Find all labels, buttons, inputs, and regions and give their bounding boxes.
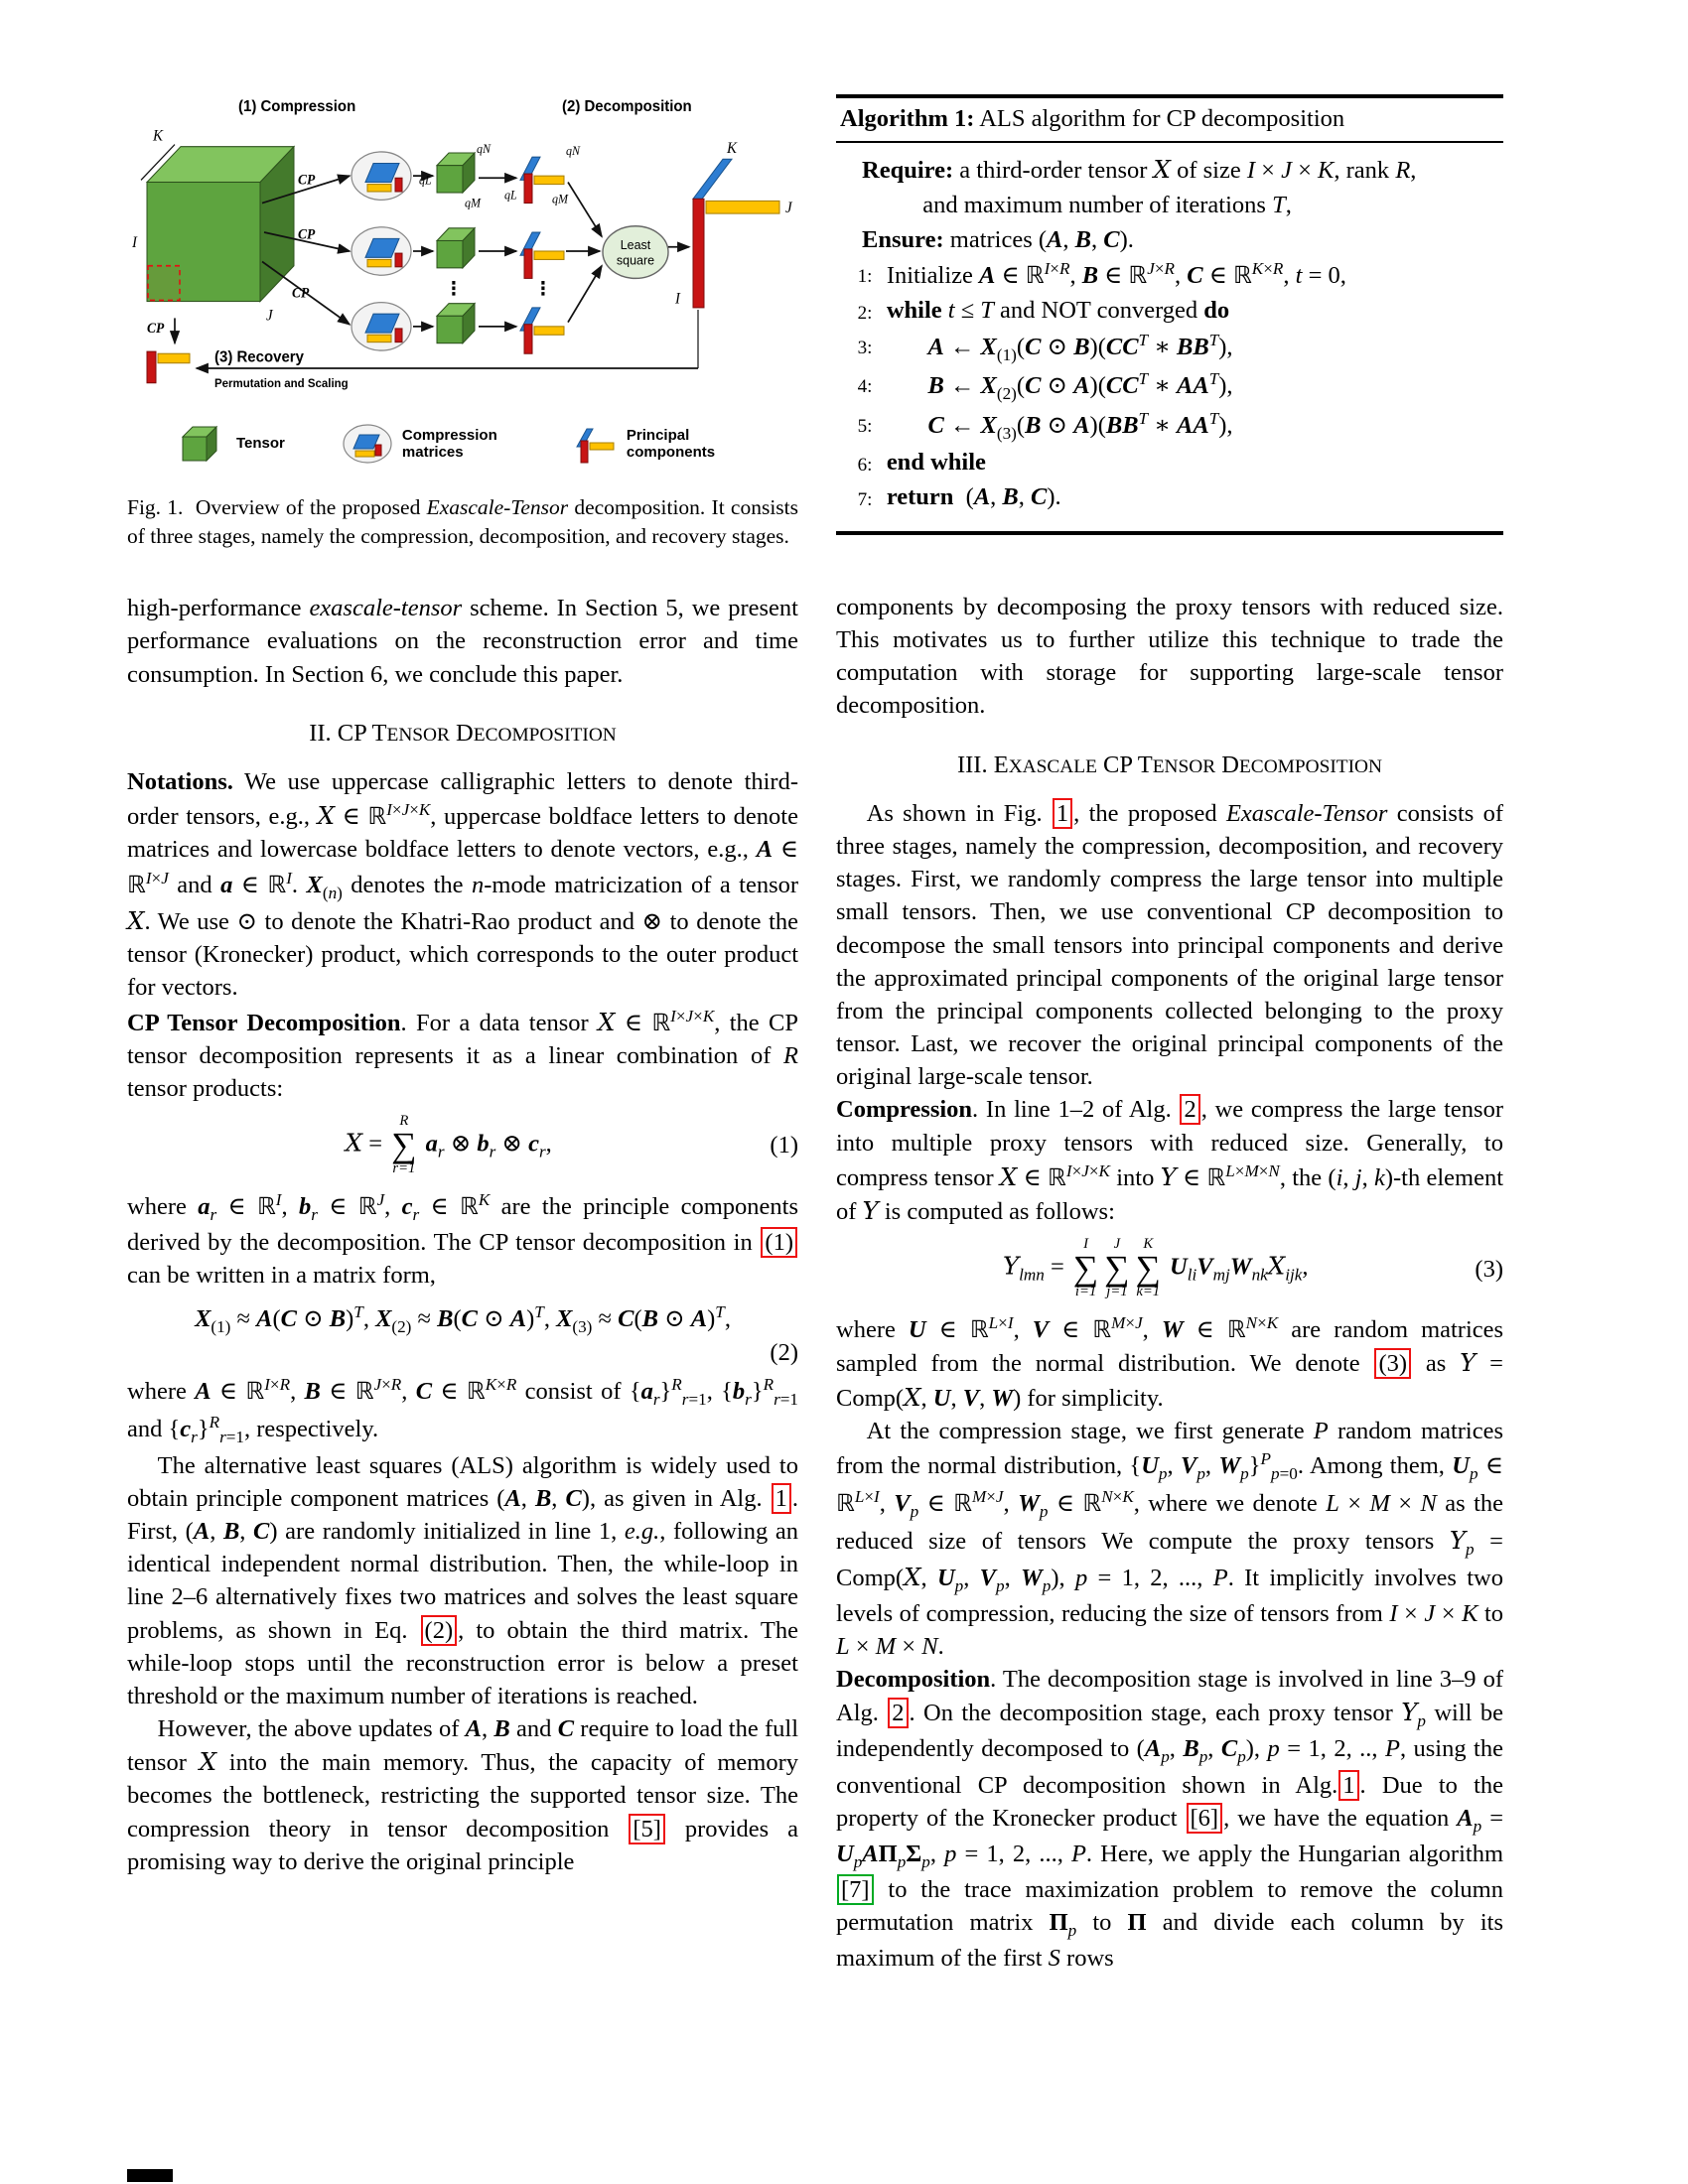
ref-alg-2[interactable]: 2 [1180, 1094, 1199, 1125]
arrow-ls-1 [568, 182, 602, 236]
label-qN-cube: qN [476, 141, 491, 157]
equation-2 [127, 1300, 798, 1369]
algorithm-step: 1: Initialize A ∈ ℝ$^{I\times R}$, B ∈ ℝ$^{J\times R}$, C ∈ ℝ$^{K\times R}$, t = 0, [857, 259, 1346, 290]
label-permutation-scaling: Permutation and Scaling [214, 375, 349, 391]
algorithm-require: Require: a third-order tensor X of size I × J × K, rank R, [862, 155, 1417, 184]
equation-2-body: $X_{(1)} \approx A(C$ ⊙ B)$^T$, $X_{(2)} \approx B(C$ ⊙ A)$^T$, $X_{(3)} \approx C(B$ ⊙ A)$^T$, [195, 1301, 731, 1336]
compression-matrices-icon [343, 423, 392, 465]
label-decomposition-stage: (2) Decomposition [562, 97, 692, 115]
page-bottom-mark [127, 2169, 173, 2182]
label-compression-stage: (1) Compression [238, 97, 356, 115]
equation-2-number: (2) [770, 1338, 798, 1366]
compression-matrices-icon-1 [352, 152, 411, 200]
paragraph-decomposition: Decomposition. The decomposition stage is involved in line 3–9 of Alg. 2 . On the decomposition stage, each proxy tensor $Y_p$ will be independently decomposed to ($A_p$, $B_p$, $C_p$), p = 1, 2, .., P, using the conventional CP decomposition shown in Alg. 1 . Due to the property of the Kronecker product [6] , we have the equation $A_p = U_pA\Pi_p\Sigma_p$, p = 1, 2, ..., P. Here, we apply the Hungarian algorithm [7] to the trace maximization problem to remove the column permutation matrix $\Pi_p$ to Π and divide each column by its maximum of the first S rows [836, 1666, 1504, 1973]
algorithm-step: 5: C ← $X_{(3)}(B$ ⊙ $A)(BB^T$ ∗ $AA^T$), [857, 408, 1233, 443]
ref-cite-6[interactable]: [6] [1187, 1803, 1223, 1834]
paragraph-compression-stage: At the compression stage, we first generate P random matrices from the normal distribution, {$U_p$, $V_p$, $W_p\}^P_{p=0}$. Among them, $U_p$ ∈ ℝ$^{L\times I}$, $V_p$ ∈ ℝ$^{M\times J}$, $W_p$ ∈ ℝ$^{N\times K}$, where we denote L × M × N as the reduced size of tensors We compute the proxy tensors $Y_p$ = Comp(X, $U_p$, $V_p$, $W_p$), p = 1, 2, ..., P. It implicitly involves two levels of compression, reducing the size of tensors from I × J × K to L × M × N. [836, 1417, 1504, 1660]
original-principal-components-icon [147, 351, 190, 383]
paragraph-cp-decomposition: CP Tensor Decomposition. For a data tensor X ∈ ℝ$^{I\times J\times K}$, the CP tensor decomposition represents it as a linear combination of R tensor products: [127, 1006, 798, 1103]
vertical-dots-2: ⋮ [534, 278, 552, 301]
label-dim-J: J [266, 307, 273, 325]
ref-eq-1[interactable]: (1) [761, 1227, 797, 1258]
figure-caption: Fig. 1. Overview of the proposed Exascale-Tensor decomposition. It consists of three stages, namely the compression, decomposition, and recovery stages. [127, 495, 798, 548]
ref-alg-2b[interactable]: 2 [888, 1698, 908, 1728]
label-qM-cube: qM [464, 196, 481, 210]
section-heading-3: III. EXASCALE CP TENSOR DECOMPOSITION [956, 751, 1382, 778]
algorithm-step: 4: B ← $X_{(2)}(C$ ⊙ $A)(CC^T$ ∗ $AA^T$), [857, 369, 1233, 404]
proxy-tensor-cube-2 [437, 228, 475, 268]
label-qN-comp: qN [566, 143, 580, 159]
ref-eq-2[interactable]: (2) [421, 1615, 458, 1646]
legend-item-compression-matrices [343, 423, 511, 465]
ref-fig-1[interactable]: 1 [1053, 798, 1072, 829]
algorithm-step: 7: return (A, B, C). [857, 483, 1061, 511]
paragraph-compression: Compression. In line 1–2 of Alg. 2 , we compress the large tensor into multiple proxy tensors with reduced size. Generally, to compress tensor X ∈ ℝ$^{I\times J\times K}$ into Y ∈ ℝ$^{L\times M\times N}$, the (i, j, k)-th element of Y is computed as follows: [836, 1096, 1504, 1226]
ref-cite-7[interactable]: [7] [837, 1874, 874, 1905]
paragraph-however: However, the above updates of A, B and C require to load the full tensor X into the main memory. Thus, the capacity of memory becomes the bottleneck, restricting the supported tensor size. The compression theory in tensor decomposition [5] provides a promising way to derive the original principle [127, 1715, 799, 1875]
equation-3 [836, 1238, 1503, 1299]
ref-alg-1b[interactable]: 1 [1338, 1770, 1358, 1801]
paragraph-where-components: where $a_r$ ∈ ℝ$^I$, $b_r$ ∈ ℝ$^J$, $c_r$ ∈ ℝ$^K$ are the principle components derived by the decomposition. The CP tensor decomposition in (1) can be written in a matrix form, [127, 1189, 799, 1290]
label-square: square [616, 252, 655, 268]
compression-matrices-icon-3 [352, 303, 411, 350]
label-dim-K: K [153, 127, 163, 145]
principal-components-icon [569, 423, 617, 465]
algorithm-title: Algorithm 1: ALS algorithm for CP decomposition [836, 98, 1503, 143]
legend-label-compression-matrices: Compression matrices [401, 426, 497, 461]
section-heading-2: II. CP TENSOR DECOMPOSITION [309, 719, 617, 747]
compression-matrices-icon-2 [352, 227, 411, 275]
least-square-node [603, 226, 668, 279]
proxy-components-icon-1 [504, 144, 581, 206]
large-tensor-cube [131, 127, 294, 325]
label-dim-I2: I [675, 290, 681, 308]
ref-eq-3[interactable]: (3) [1374, 1348, 1411, 1379]
label-dim-I: I [132, 233, 138, 251]
figure-legend [179, 412, 798, 476]
algorithm-ensure: Ensure: matrices (A, B, C). [862, 225, 1134, 253]
label-dim-K2: K [726, 139, 737, 158]
label-recovery-stage: (3) Recovery [214, 348, 304, 366]
tensor-decomposition-diagram [127, 94, 798, 408]
label-qL-comp: qL [504, 188, 517, 203]
proxy-components-icon-3 [520, 308, 564, 353]
paragraph-where-random: where U ∈ ℝ$^{L\times I}$, V ∈ ℝ$^{M\times J}$, W ∈ ℝ$^{N\times K}$ are random matrices sampled from the normal distribution. We denote (3) as Y = Comp(X, U, V, W) for simplicity. [836, 1313, 1504, 1412]
paragraph-notations: Notations. We use uppercase calligraphic letters to denote third-order tensors, e.g., X ∈ ℝ$^{I\times J\times K}$, uppercase boldface letters to denote matrices and lowercase boldface letters to denote vectors, e.g., A ∈ ℝ$^{I\times J}$ and a ∈ ℝ$^I$. $X_{(n)}$ denotes the n-mode matricization of a tensor X. We use ⊙ to denote the Khatri-Rao product and ⊗ to denote the tensor (Kronecker) product, which corresponds to the outer product for vectors. [127, 767, 799, 1002]
equation-3-number: (3) [1475, 1255, 1503, 1283]
label-qM-comp: qM [552, 192, 568, 206]
proxy-tensor-cube-3 [437, 304, 475, 343]
algorithm-step: 3: A ← $X_{(1)}(C$ ⊙ $B)(CC^T$ ∗ $BB^T$), [857, 331, 1233, 365]
equation-1 [127, 1115, 798, 1176]
paragraph-components-continued: components by decomposing the proxy tensors with reduced size. This motivates us to further utilize this technique to trade the computation with storage for supporting large-scale tensor decomposition. [836, 593, 1503, 720]
algorithm-1 [836, 94, 1503, 535]
label-least: Least [620, 236, 651, 252]
arrow-ls-3 [568, 266, 602, 323]
algorithm-require-cont: and maximum number of iterations T, [922, 191, 1292, 218]
algorithm-step: 2: while t ≤ T and NOT converged do [857, 297, 1230, 325]
proxy-components-icon-2 [520, 232, 564, 278]
recovered-principal-components [674, 140, 793, 308]
legend-item-principal-components [569, 423, 736, 465]
label-cp-1: CP [298, 172, 316, 188]
label-cp-3: CP [292, 285, 310, 301]
equation-1-body: X = R ∑ r=1 $a_r$ ⊗ $b_r$ ⊗ $c_r$, [345, 1113, 552, 1176]
algorithm-body [836, 143, 1503, 517]
paragraph-als: The alternative least squares (ALS) algorithm is widely used to obtain principle component matrices (A, B, C), as given in Alg. 1 . First, (A, B, C) are randomly initialized in line 1, e.g., following an identical independent normal distribution. Then, the while-loop in line 2–6 alternatively fixes two matrices and solves the least square problems, as shown in Eq. (2) , to obtain the third matrix. The while-loop stops until the reconstruction error is below a preset threshold or the maximum number of iterations is reached. [127, 1451, 798, 1709]
label-qL-cube: qL [419, 173, 432, 188]
legend-label-tensor: Tensor [236, 435, 285, 453]
equation-3-body: $Y_{lmn}$ = I ∑ i=1 J ∑ j=1 K ∑ k=1 $U_{li}V_{mj}W_{nk}X_{ijk}$, [1002, 1236, 1309, 1300]
proxy-tensor-cube-1 [419, 142, 492, 210]
right-column [836, 94, 1503, 1976]
paragraph-as-shown: As shown in Fig. 1 , the proposed Exascale-Tensor consists of three stages, namely the compression, decomposition, and recovery stages. First, we randomly compress the large tensor into multiple small tensors. Then, we use conventional CP decomposition to decompose the small tensors into principal components and derive the approximated principal components of the original large tensor from the principal components collected belonging to the proxy tensor. Last, we recover the original principal components of the original large-scale tensor. [836, 799, 1504, 1091]
sub-tensor-dashed-region [148, 266, 180, 301]
label-dim-J2: J [785, 199, 792, 217]
paragraph-where-matrices: where A ∈ ℝ$^{I\times R}$, B ∈ ℝ$^{J\times R}$, C ∈ ℝ$^{K\times R}$ consist of $\{a_r\}^R_{r=1}$, $\{b_r\}^R_{r=1}$ and $\{c_r\}^R_{r=1}$, respectively. [127, 1375, 799, 1447]
label-cp-down: CP [147, 320, 165, 337]
tensor-icon [179, 423, 226, 465]
legend-item-tensor [179, 423, 285, 465]
ref-alg-1[interactable]: 1 [772, 1483, 791, 1514]
algorithm-step: 6: end while [857, 449, 986, 477]
vertical-dots-1: ⋮ [445, 278, 463, 301]
equation-1-number: (1) [770, 1132, 798, 1160]
figure-1 [127, 94, 798, 550]
legend-label-principal-components: Principal components [626, 426, 716, 461]
ref-cite-5[interactable]: [5] [629, 1814, 665, 1844]
label-cp-2: CP [298, 226, 316, 242]
paragraph-intro-continued: high-performance exascale-tensor scheme. In Section 5, we present performance evaluations on the reconstruction error and time consumption. In Section 6, we conclude this paper. [127, 595, 798, 688]
left-column [127, 94, 798, 1878]
